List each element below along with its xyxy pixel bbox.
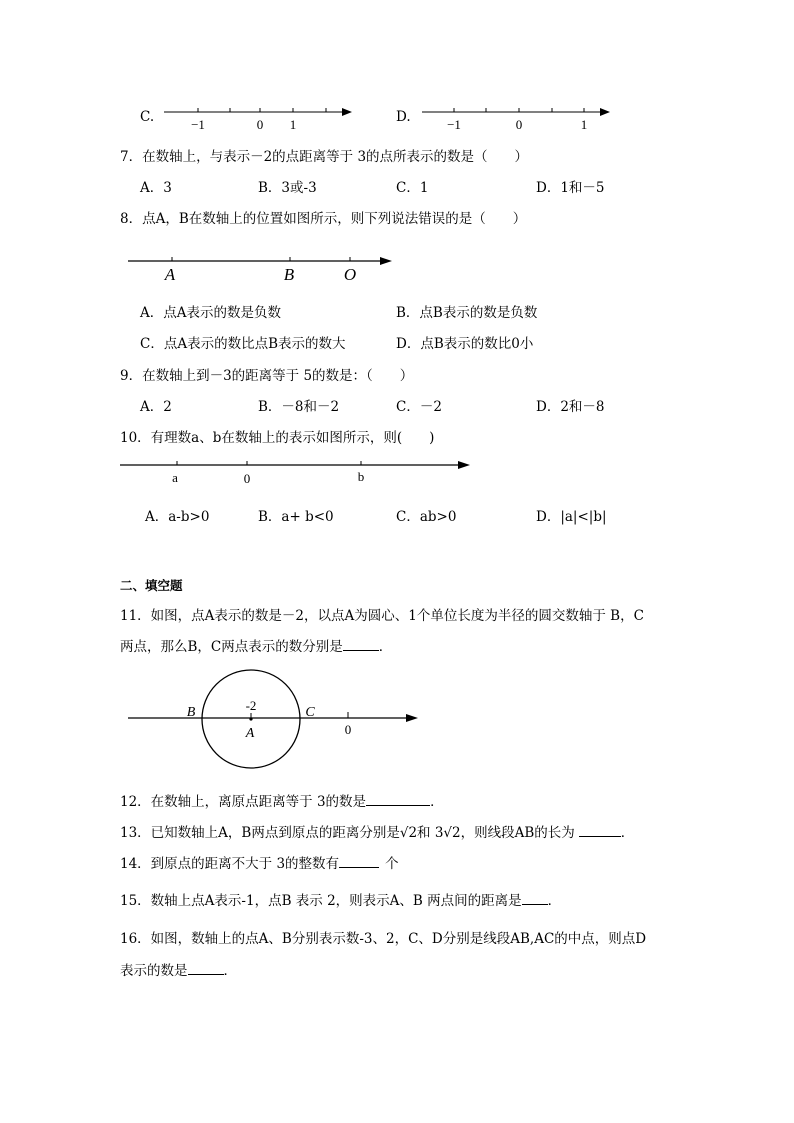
q10-option-c[interactable]: C．ab>0: [396, 509, 457, 525]
q13: [120, 821, 634, 841]
section-title: 二、填空题: [120, 578, 183, 593]
q12-end: ．: [430, 794, 444, 810]
q8-options-row2: [0, 332, 794, 354]
q8-option-d[interactable]: D．点B表示的数比0小: [396, 336, 534, 352]
point-label-b: B: [283, 265, 295, 284]
q16-answer-blank[interactable]: [188, 962, 224, 975]
q13-text: 13．已知数轴上A，B两点到原点的距离分别是√2和 3√2，则线段AB的长为: [120, 825, 575, 841]
tick-label: 1: [289, 117, 297, 132]
q6-option-c-number-line: [160, 100, 360, 135]
point-label-a: a: [172, 470, 178, 485]
q8-stem: 8．点A，B在数轴上的位置如图所示，则下列说法错误的是（ ）: [120, 211, 527, 227]
q12-text: 12．在数轴上，离原点距离等于 3的数是: [120, 794, 367, 810]
point-label-o: O: [343, 265, 357, 284]
point-label-a: A: [164, 265, 176, 284]
q11-answer-blank[interactable]: [343, 638, 379, 651]
q10-option-d[interactable]: D．|a|<|b|: [536, 509, 607, 525]
q9-options: [0, 395, 794, 417]
q8-option-c[interactable]: C．点A表示的数比点B表示的数大: [140, 336, 346, 352]
q7-options: [0, 176, 794, 198]
q10-option-b[interactable]: B．a+ b<0: [258, 509, 334, 525]
q9-option-d[interactable]: D．2和－8: [536, 399, 605, 415]
q12: [120, 790, 444, 810]
point-label-minus2: -2: [245, 698, 257, 713]
point-label-zero: 0: [344, 722, 352, 737]
q10-options: [0, 505, 794, 527]
q16-line2: [120, 959, 237, 979]
tick-label: 1: [580, 117, 588, 132]
tick-label: 0: [256, 117, 264, 132]
q9-option-c[interactable]: C．－2: [396, 399, 442, 415]
point-label-a: A: [245, 726, 255, 741]
q13-end: ．: [620, 825, 635, 841]
q6-option-d-number-line: [418, 100, 618, 135]
q11-line1: 11．如图，点A表示的数是－2，以点A为圆心、1个单位长度为半径的圆交数轴于 B，C: [120, 608, 644, 624]
q11-line2-text: 两点，那么B，C两点表示的数分别是: [120, 639, 343, 655]
q15-answer-blank[interactable]: [522, 892, 548, 905]
q9-option-b[interactable]: B．－8和－2: [258, 399, 340, 415]
q7-option-a[interactable]: A．3: [140, 180, 172, 196]
q16-line1: 16．如图，数轴上的点A、B分别表示数-3、2，C、D分别是线段AB,AC的中点，则点D: [120, 931, 647, 947]
q8-number-line-figure: [124, 250, 404, 285]
q10-stem: 10．有理数a、b在数轴上的表示如图所示，则( ): [120, 430, 435, 446]
q6-option-d-label: D.: [396, 109, 411, 125]
q11-circle-figure: [124, 666, 424, 774]
q15-text: 15．数轴上点A表示-1，点B 表示 2，则表示A、B 两点间的距离是: [120, 893, 522, 909]
q10-number-line-figure: [116, 455, 476, 490]
point-label-zero: 0: [243, 471, 251, 486]
q11-line2: [120, 635, 392, 655]
q10-option-a[interactable]: A．a-b>0: [145, 509, 210, 525]
q14-text: 14．到原点的距离不大于 3的整数有: [120, 856, 340, 872]
q7-stem: 7．在数轴上，与表示－2的点距离等于 3的点所表示的数是（ ）: [120, 149, 529, 165]
tick-label: −1: [447, 117, 461, 132]
tick-label: −1: [191, 117, 205, 132]
q16-line2-end: ．: [223, 963, 237, 979]
q6-option-c-label: C.: [140, 109, 155, 125]
q7-option-b[interactable]: B．3或-3: [258, 180, 317, 196]
tick-label: 0: [515, 117, 523, 132]
q9-stem: 9．在数轴上到－3的距离等于 5的数是：（ ）: [120, 368, 414, 384]
q16-line2-text: 表示的数是: [120, 963, 188, 979]
point-label-b: b: [357, 469, 365, 484]
q14-end: 个: [385, 856, 399, 872]
q14-answer-blank[interactable]: [339, 855, 379, 868]
point-label-b: B: [186, 705, 196, 720]
q8-option-b[interactable]: B．点B表示的数是负数: [396, 305, 538, 321]
q7-option-c[interactable]: C．1: [396, 180, 429, 196]
point-label-c: C: [305, 705, 315, 720]
q8-options-row1: [0, 301, 794, 323]
q14: [120, 852, 399, 872]
q12-answer-blank[interactable]: [366, 793, 430, 806]
q15-end: ．: [547, 893, 562, 909]
q11-line2-end: ．: [378, 639, 393, 655]
q7-option-d[interactable]: D．1和－5: [536, 180, 605, 196]
q8-option-a[interactable]: A．点A表示的数是负数: [140, 305, 281, 321]
q15: [120, 889, 561, 909]
q9-option-a[interactable]: A．2: [140, 399, 172, 415]
q13-answer-blank[interactable]: [579, 824, 621, 837]
